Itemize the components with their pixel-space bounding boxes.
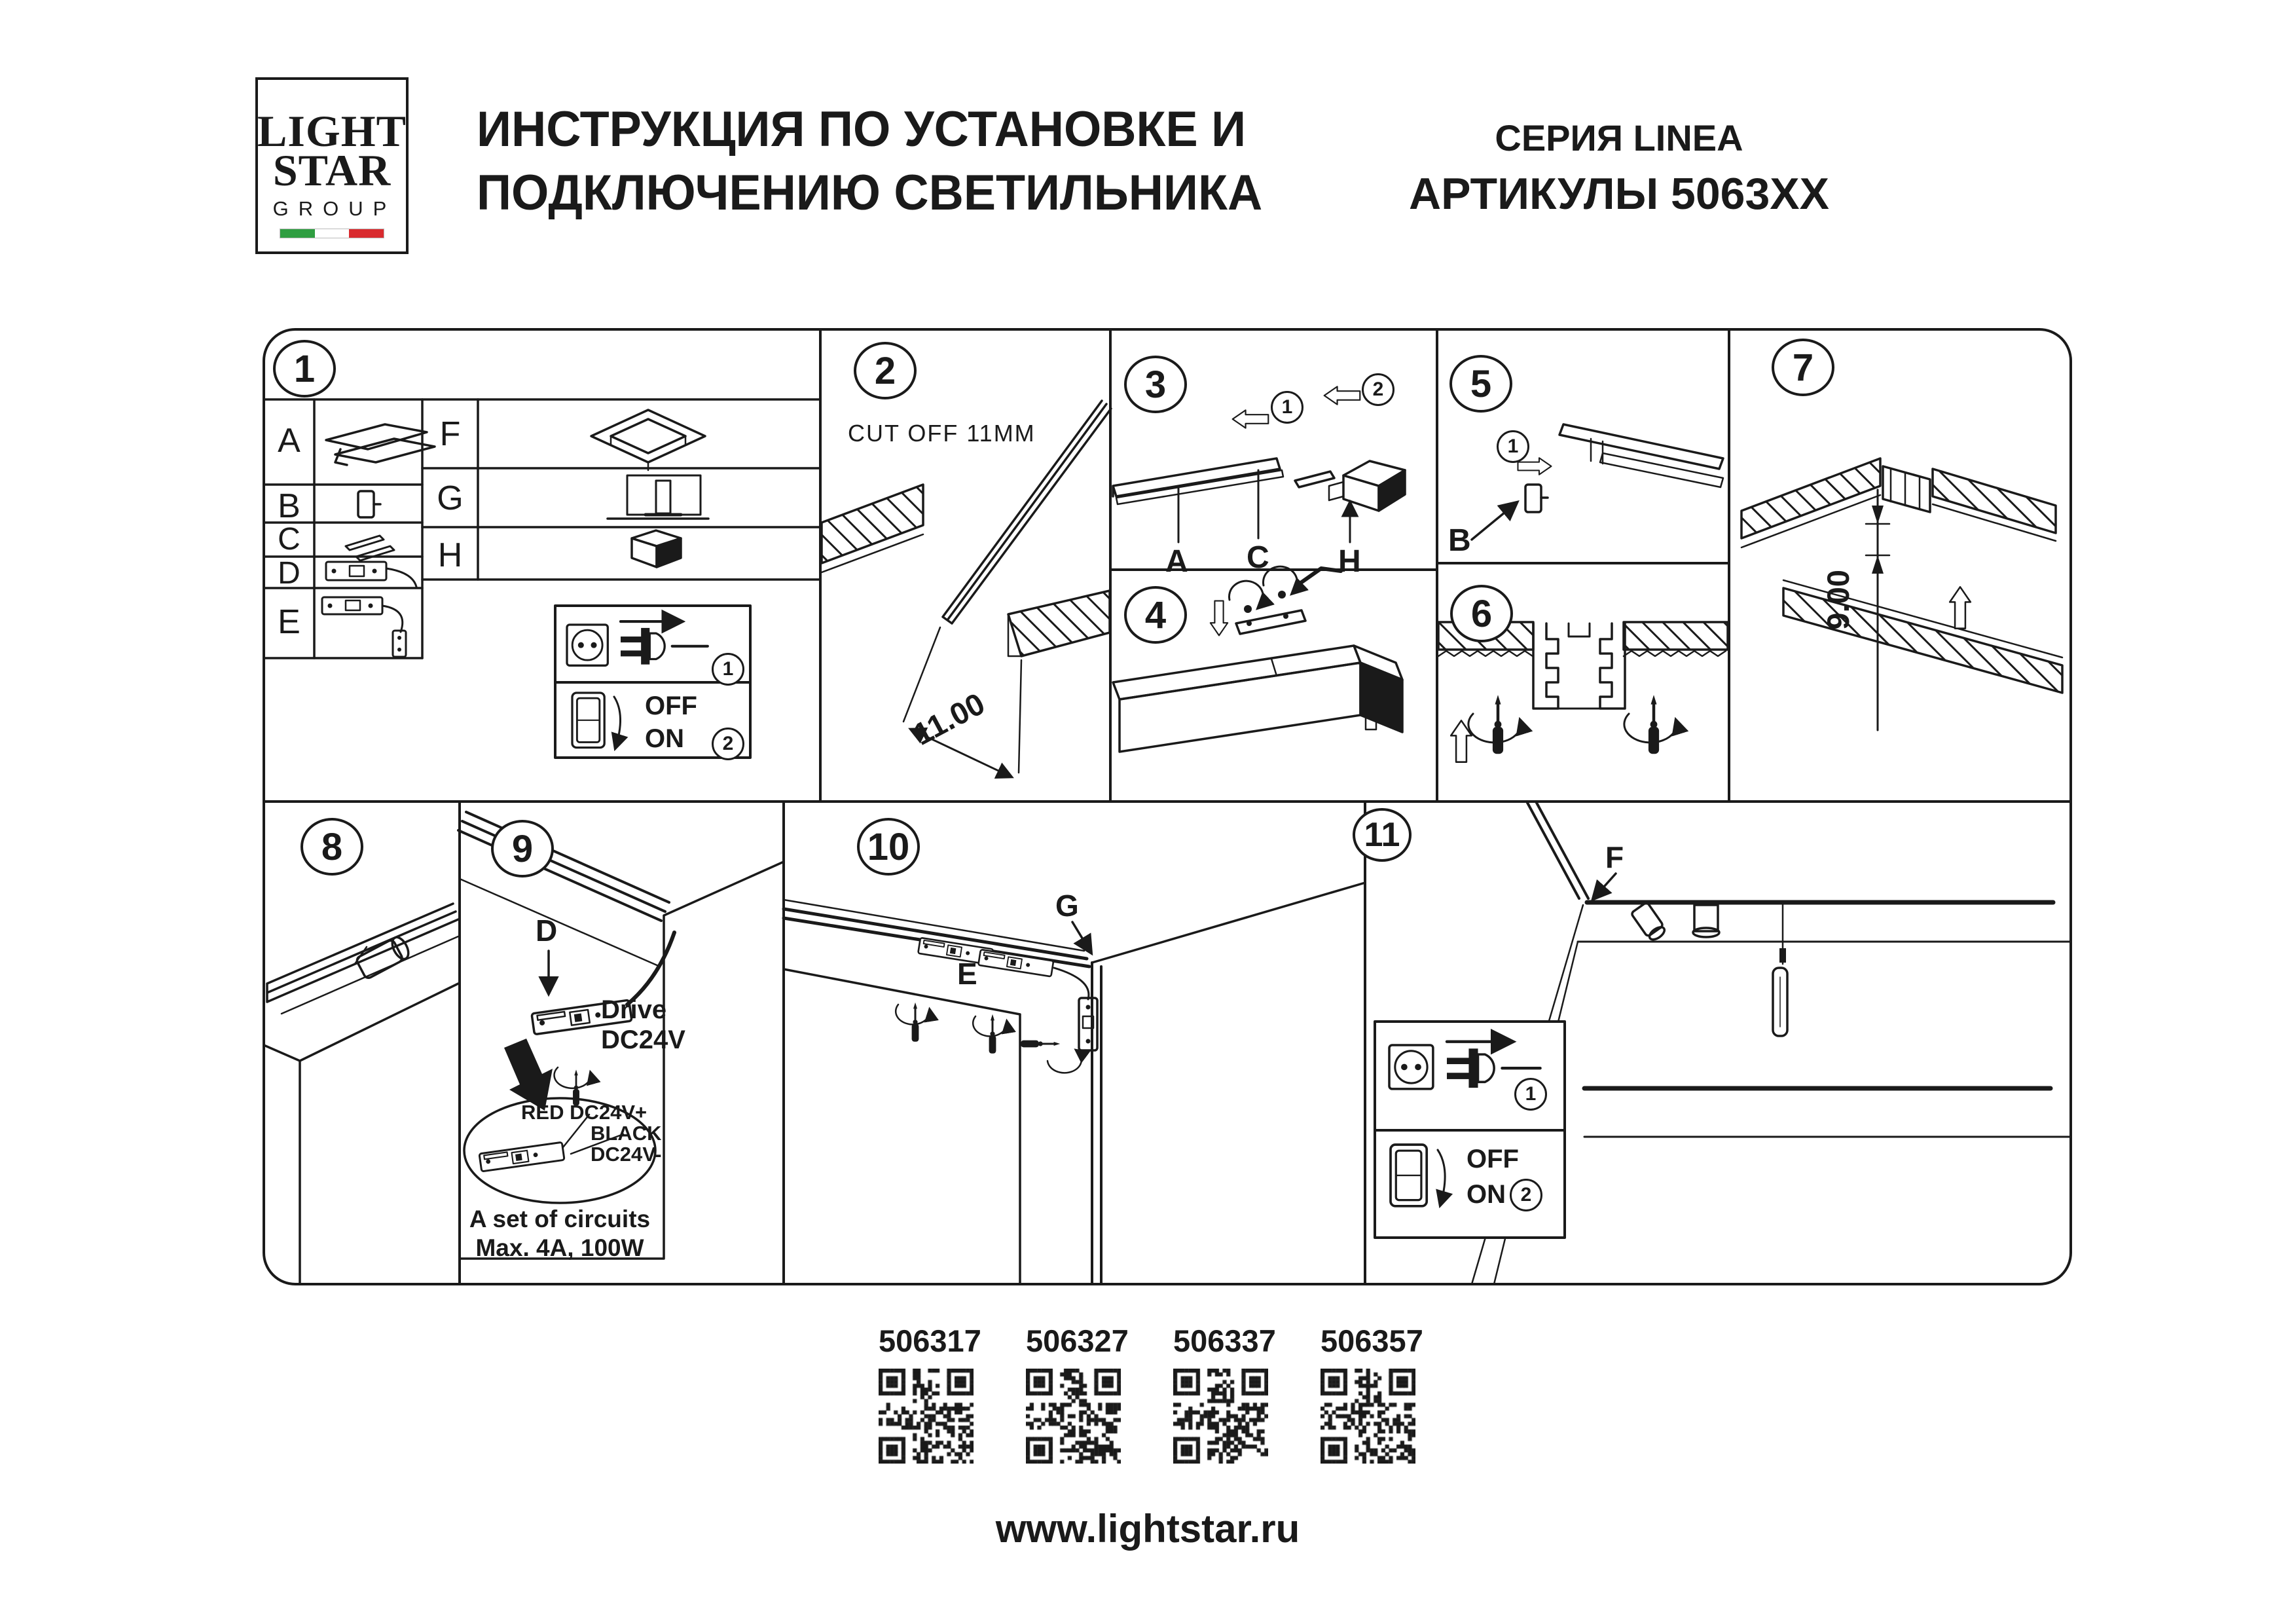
panel5-label-b: B [1448, 523, 1471, 558]
circuits-note-line1: A set of circuits [469, 1206, 651, 1232]
step-6-badge: 6 [1450, 585, 1513, 642]
step-8-badge: 8 [301, 818, 363, 876]
part-g-illustration [608, 475, 708, 519]
part-a-illustration [326, 424, 435, 465]
cut-dimension-label: 11.00 [907, 686, 991, 752]
panel9-label-d: D [536, 913, 558, 948]
title-line-1: ИНСТРУКЦИЯ ПО УСТАНОВКЕ И [477, 101, 1247, 157]
page-title [477, 98, 1262, 225]
article-number-506337: 506337 [1173, 1323, 1276, 1358]
panel1-off-label: OFF [645, 692, 697, 720]
step-5-badge: 5 [1449, 355, 1512, 413]
italian-flag-icon [280, 229, 384, 238]
series-block [1390, 117, 1848, 219]
panel11-off-label: OFF [1467, 1145, 1519, 1173]
title-line-2: ПОДКЛЮЧЕНИЮ СВЕТИЛЬНИКА [477, 164, 1263, 221]
flag-green [280, 229, 315, 238]
logo-word-group: GROUP [272, 197, 397, 220]
panel1-plug-step-badge: 1 [712, 653, 744, 686]
part-letter-d: D [278, 556, 301, 591]
step-1-badge: 1 [273, 340, 336, 397]
qr-code-506317 [879, 1369, 974, 1464]
panel1-on-label: ON [645, 724, 684, 753]
website-url: www.lightstar.ru [995, 1507, 1300, 1551]
main-frame [264, 329, 2071, 1284]
part-f-illustration [591, 410, 705, 470]
black-wire-label-line2: DC24V- [591, 1143, 662, 1166]
article-number-506317: 506317 [879, 1323, 981, 1358]
panel11-on-label: ON [1467, 1180, 1506, 1209]
logo-word-star: STAR [272, 145, 392, 196]
part-e-illustration [322, 597, 406, 657]
step-2-badge: 2 [854, 342, 917, 399]
step-7-badge: 7 [1772, 339, 1834, 396]
panel8-illustration [264, 904, 458, 1284]
black-wire-label-line1: BLACK [591, 1122, 662, 1145]
panel11-switch-step-badge: 2 [1510, 1179, 1542, 1211]
part-letter-c: C [278, 522, 301, 557]
part-letter-a: A [278, 422, 301, 460]
panel7-illustration [1741, 458, 2062, 730]
drive-label-line1: Drive [601, 995, 667, 1024]
panel3-step1-badge: 1 [1271, 391, 1303, 424]
panel10-label-e: E [957, 957, 977, 991]
step-11-badge: 11 [1353, 808, 1412, 862]
cut-off-label: CUT OFF 11MM [848, 420, 1036, 447]
qr-code-506327 [1026, 1369, 1121, 1464]
panel1-switch-step-badge: 2 [712, 728, 744, 760]
panel10-label-g: G [1055, 889, 1079, 923]
article-number-506357: 506357 [1321, 1323, 1423, 1358]
drive-label-line2: DC24V [601, 1025, 685, 1054]
articles-label: АРТИКУЛЫ 5063XX [1408, 169, 1830, 219]
qr-code-506357 [1321, 1369, 1415, 1464]
panel3-label-h: H [1338, 544, 1361, 579]
part-d-illustration [326, 562, 416, 587]
qr-code-506337 [1173, 1369, 1268, 1464]
part-b-illustration [358, 491, 380, 517]
step-3-badge: 3 [1124, 356, 1187, 413]
part-letter-g: G [437, 479, 464, 517]
step-10-badge: 10 [857, 818, 920, 876]
part-h-illustration [632, 530, 681, 567]
article-number-506327: 506327 [1026, 1323, 1129, 1358]
step-4-badge: 4 [1124, 586, 1187, 644]
panel5-step1-badge: 1 [1497, 430, 1529, 463]
panel6-illustration [1438, 622, 1728, 762]
flag-red [349, 229, 384, 238]
panel11-illustration [1375, 802, 2071, 1284]
part-letter-f: F [439, 415, 461, 453]
panel3-label-a: A [1165, 544, 1188, 579]
panel1-table [264, 399, 820, 658]
part-letter-b: B [278, 487, 301, 525]
logo-word-light: LIGHT [257, 106, 407, 157]
panel3-step2-badge: 2 [1362, 373, 1394, 406]
red-wire-label: RED DC24V+ [521, 1101, 647, 1124]
panel10-illustration [784, 883, 1365, 1284]
flag-white [315, 229, 350, 238]
panel3-label-c: C [1247, 540, 1269, 575]
panel11-label-f: F [1605, 840, 1624, 874]
series-label: СЕРИЯ LINEA [1495, 117, 1743, 158]
lightstar-logo [255, 77, 409, 254]
step-9-badge: 9 [491, 820, 554, 877]
part-letter-h: H [437, 536, 463, 574]
part-letter-e: E [278, 603, 301, 641]
panel11-plug-step-badge: 1 [1514, 1078, 1547, 1111]
gap-dimension-label: 9.00 [1820, 570, 1855, 630]
circuits-note-line2: Max. 4A, 100W [475, 1234, 644, 1261]
